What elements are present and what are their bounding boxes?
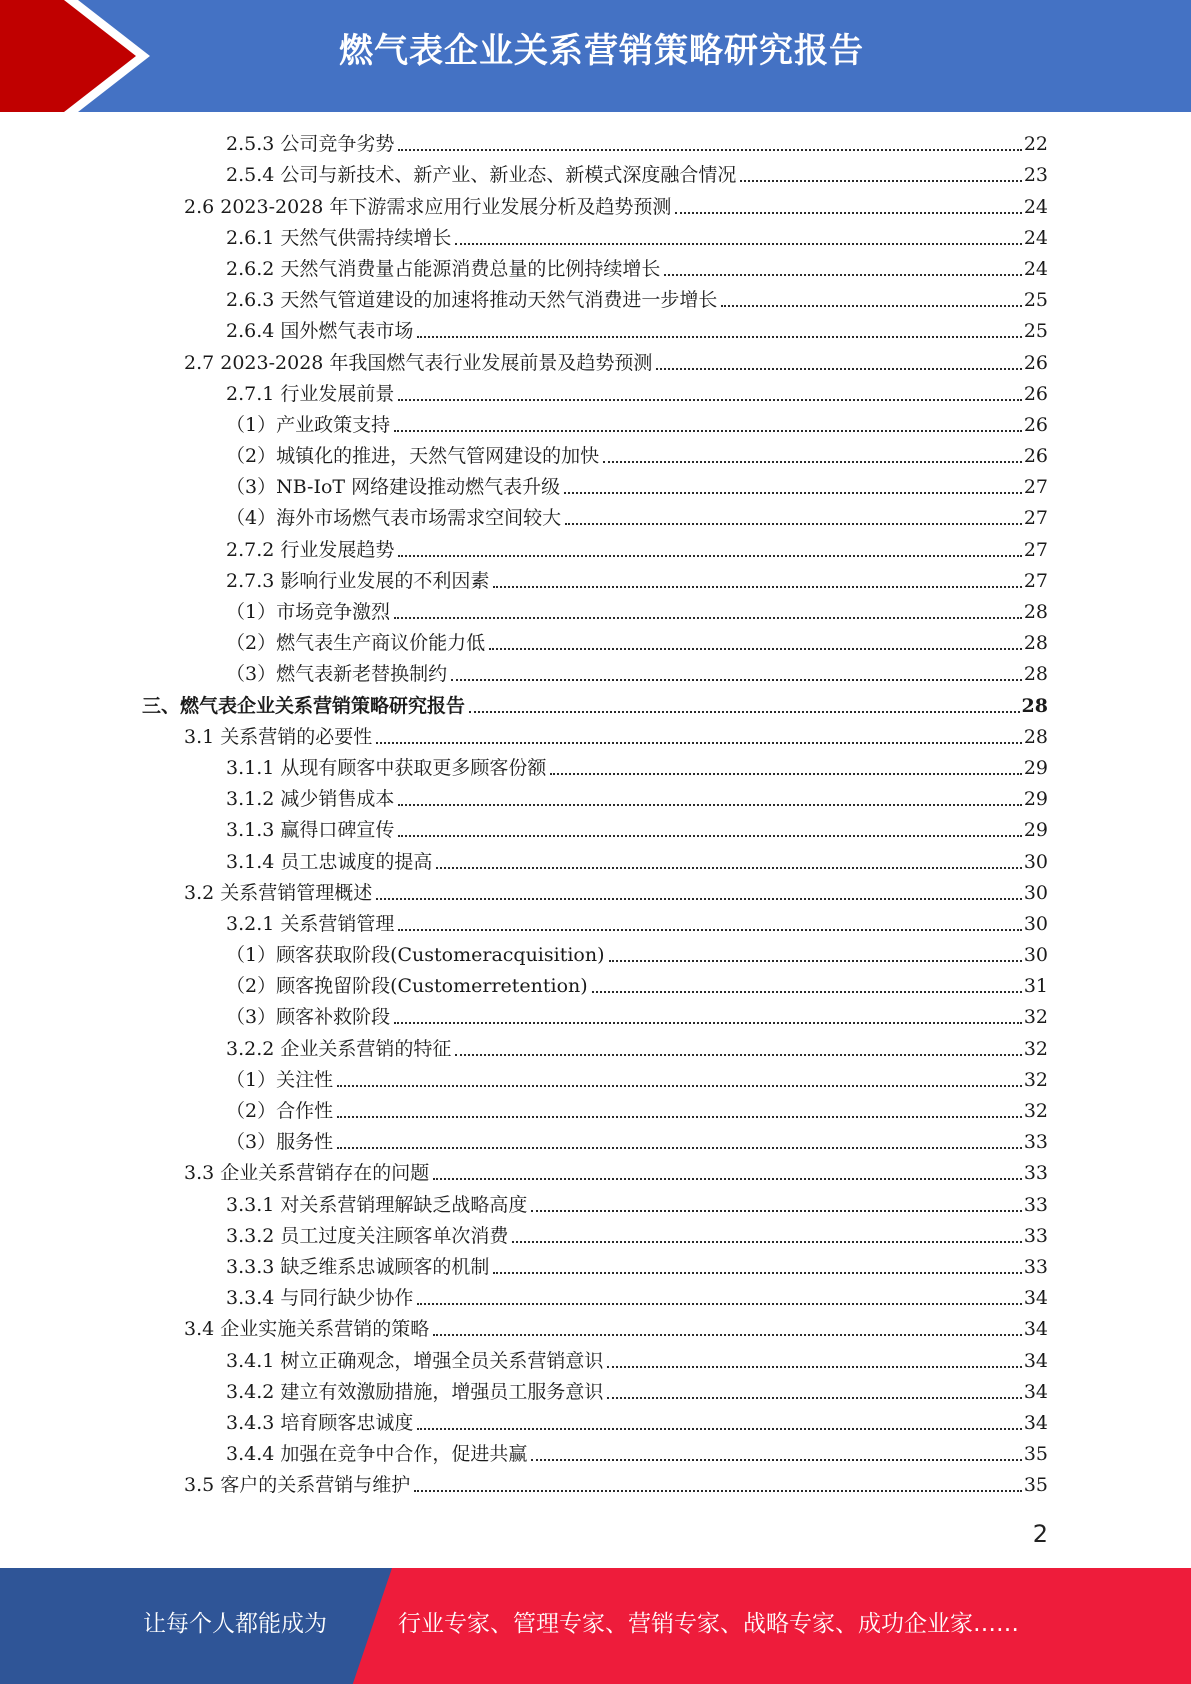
toc-entry-title: 3.5 客户的关系营销与维护 [184,1474,411,1497]
toc-entry-page: 27 [1023,507,1048,530]
toc-entry-page: 30 [1023,944,1048,967]
toc-entry-page: 27 [1023,538,1048,561]
toc-entry-page: 34 [1023,1411,1048,1434]
toc-entry[interactable] [142,221,1048,252]
toc-dot-leader [565,523,1022,525]
toc-dot-leader [433,1178,1022,1180]
toc-entry-title: 3.4.1 树立正确观念，增强全员关系营销意识 [226,1349,604,1372]
toc-dot-leader [398,555,1021,557]
toc-dot-leader [414,1490,1022,1492]
page-header [0,0,1191,112]
toc-entry-page: 24 [1023,195,1048,218]
toc-entry-title: 2.6.2 天然气消费量占能源消费总量的比例持续增长 [226,257,661,280]
toc-entry-title: 三、燃气表企业关系营销策略研究报告 [142,694,466,717]
toc-entry-page: 24 [1023,257,1048,280]
toc-entry-title: 3.1.1 从现有顾客中获取更多顾客份额 [226,756,547,779]
toc-dot-leader [493,1272,1021,1274]
toc-entry-page: 28 [1023,663,1048,686]
toc-dot-leader [531,1459,1021,1461]
toc-entry-title: （1）市场竞争激烈 [226,601,391,623]
toc-dot-leader [489,648,1022,650]
toc-entry-title: （2）燃气表生产商议价能力低 [226,632,486,655]
toc-dot-leader [740,180,1021,182]
toc-dot-leader [451,679,1022,681]
toc-entry-title: 2.6.3 天然气管道建设的加速将推动天然气消费进一步增长 [226,289,718,312]
toc-entry-title: 3.4.3 培育顾客忠诚度 [226,1411,414,1434]
toc-entry-title: 2.6 2023-2028 年下游需求应用行业发展分析及趋势预测 [184,195,672,218]
toc-entry[interactable] [142,1250,1048,1281]
toc-entry[interactable] [142,1031,1048,1062]
toc-dot-leader [592,991,1022,993]
toc-entry[interactable] [142,1406,1048,1437]
toc-entry[interactable] [142,1375,1048,1406]
toc-entry[interactable] [142,470,1048,501]
toc-entry[interactable] [142,564,1048,595]
toc-dot-leader [603,461,1022,463]
toc-entry-title: 3.4.2 建立有效激励措施，增强员工服务意识 [226,1380,604,1403]
toc-dot-leader [493,586,1021,588]
toc-entry-title: （2）顾客挽留阶段(Customerretention) [226,975,588,998]
toc-entry-title: 3.1.3 赢得口碑宣传 [226,819,395,842]
toc-entry-page: 26 [1023,445,1048,468]
toc-entry[interactable] [142,782,1048,813]
toc-entry-page: 24 [1023,226,1048,249]
toc-entry[interactable] [142,720,1048,751]
toc-entry-title: 3.3.2 员工过度关注顾客单次消费 [226,1224,509,1247]
toc-entry-title: （1）顾客获取阶段(Customeracquisition) [226,944,605,967]
toc-dot-leader [337,1085,1022,1087]
toc-entry[interactable] [142,1281,1048,1312]
toc-entry-title: 2.5.3 公司竞争劣势 [226,133,395,156]
toc-dot-leader [337,1147,1022,1149]
toc-dot-leader [609,960,1022,962]
toc-entry-page: 25 [1023,320,1048,343]
toc-entry-title: 3.3.4 与同行缺少协作 [226,1287,414,1310]
toc-entry-title: （1）产业政策支持 [226,413,391,436]
toc-dot-leader [398,835,1021,837]
toc-entry[interactable] [142,626,1048,657]
toc-entry[interactable] [142,532,1048,563]
toc-entry-title: 2.7 2023-2028 年我国燃气表行业发展前景及趋势预测 [184,351,653,374]
toc-entry-title: （3）燃气表新老替换制约 [226,663,448,686]
toc-dot-leader [398,399,1021,401]
toc-entry-page: 25 [1023,289,1048,312]
toc-entry-title: 3.3.1 对关系营销理解缺乏战略高度 [226,1193,528,1216]
toc-entry-title: （2）城镇化的推进，天然气管网建设的加快 [226,445,600,468]
toc-entry[interactable] [142,158,1048,189]
toc-dot-leader [564,492,1022,494]
toc-entry-page: 33 [1023,1193,1048,1216]
toc-entry-title: 3.1.2 减少销售成本 [226,788,395,811]
toc-entry-title: 3.1 关系营销的必要性 [184,725,373,748]
toc-entry-page: 35 [1023,1474,1048,1497]
toc-entry-page: 29 [1023,756,1048,779]
toc-entry[interactable] [142,127,1048,158]
toc-dot-leader [455,243,1021,245]
toc-entry[interactable] [142,1094,1048,1125]
toc-entry-page: 30 [1023,912,1048,935]
toc-entry-page: 33 [1023,1224,1048,1247]
toc-entry-page: 30 [1023,850,1048,873]
toc-dot-leader [376,898,1022,900]
toc-dot-leader [531,1210,1021,1212]
toc-entry-page: 32 [1023,1037,1048,1060]
toc-entry-page: 32 [1023,1068,1048,1091]
report-title: 燃气表企业关系营销策略研究报告 [339,31,864,71]
toc-entry-title: 2.6.4 国外燃气表市场 [226,320,414,343]
toc-entry[interactable] [142,844,1048,875]
toc-dot-leader [394,1022,1022,1024]
toc-dot-leader [398,149,1021,151]
toc-dot-leader [512,1241,1021,1243]
toc-dot-leader [394,617,1022,619]
toc-dot-leader [376,742,1022,744]
toc-entry-page: 28 [1023,725,1048,748]
toc-dot-leader [394,430,1022,432]
toc-entry-title: 2.7.3 影响行业发展的不利因素 [226,569,490,592]
footer-slogan-left: 让每个人都能成为 [143,1611,327,1637]
toc-dot-leader [607,1397,1021,1399]
toc-entry-page: 27 [1023,476,1048,499]
toc-entry-page: 28 [1023,601,1048,623]
toc-entry[interactable] [142,1000,1048,1031]
toc-entry[interactable] [142,969,1048,1000]
toc-entry-title: （3）顾客补救阶段 [226,1006,391,1029]
toc-entry[interactable] [142,501,1048,532]
toc-entry-title: 2.7.1 行业发展前景 [226,382,395,405]
toc-dot-leader [455,1054,1021,1056]
toc-entry-page: 26 [1023,351,1048,374]
toc-entry-page: 26 [1023,413,1048,436]
toc-entry[interactable] [142,252,1048,283]
toc-dot-leader [417,336,1021,338]
toc-entry[interactable] [142,189,1048,220]
toc-entry-page: 34 [1023,1287,1048,1310]
footer-slogan-right: 行业专家、管理专家、营销专家、战略专家、成功企业家…… [398,1611,1019,1637]
toc-entry-page: 28 [1023,632,1048,655]
toc-entry-title: 3.1.4 员工忠诚度的提高 [226,850,433,873]
toc-entry[interactable] [142,1312,1048,1343]
toc-dot-leader [417,1303,1021,1305]
toc-dot-leader [656,368,1021,370]
toc-entry[interactable] [142,1437,1048,1468]
toc-dot-leader [469,711,1020,713]
toc-dot-leader [664,274,1021,276]
toc-entry[interactable] [142,1187,1048,1218]
toc-entry[interactable] [142,345,1048,376]
toc-entry-title: （3）服务性 [226,1131,334,1154]
toc-entry-page: 22 [1023,133,1048,156]
page-footer [0,1568,1191,1684]
toc-entry[interactable] [142,595,1048,626]
page-number: 2 [1032,1520,1048,1548]
toc-dot-leader [433,1334,1022,1336]
toc-entry-page: 26 [1023,382,1048,405]
toc-entry-title: （4）海外市场燃气表市场需求空间较大 [226,507,562,530]
toc-entry[interactable] [142,1468,1048,1499]
toc-entry-title: （2）合作性 [226,1100,334,1122]
toc-entry-title: 2.5.4 公司与新技术、新产业、新业态、新模式深度融合情况 [226,164,737,187]
toc-entry[interactable] [142,1063,1048,1094]
toc-dot-leader [550,773,1021,775]
table-of-contents [142,127,1048,1499]
toc-entry-page: 29 [1023,819,1048,842]
toc-entry-page: 27 [1023,569,1048,592]
toc-entry[interactable] [142,876,1048,907]
toc-entry-page: 34 [1023,1318,1048,1341]
toc-entry[interactable] [142,688,1048,719]
toc-entry-title: 3.4.4 加强在竞争中合作，促进共赢 [226,1443,528,1466]
toc-entry-title: 3.2 关系营销管理概述 [184,881,373,904]
toc-dot-leader [337,1116,1022,1118]
toc-entry-page: 35 [1023,1443,1048,1466]
toc-entry-title: （3）NB-IoT 网络建设推动燃气表升级 [226,476,561,499]
toc-entry[interactable] [142,439,1048,470]
toc-dot-leader [721,305,1021,307]
toc-dot-leader [398,929,1021,931]
toc-entry[interactable] [142,377,1048,408]
toc-entry[interactable] [142,1156,1048,1187]
toc-entry[interactable] [142,938,1048,969]
toc-entry-page: 28 [1021,694,1048,717]
toc-entry-title: 2.6.1 天然气供需持续增长 [226,226,452,249]
toc-entry[interactable] [142,907,1048,938]
toc-entry-title: 3.4 企业实施关系营销的策略 [184,1318,430,1341]
toc-entry[interactable] [142,751,1048,782]
toc-entry[interactable] [142,1343,1048,1374]
toc-entry-title: 3.2.1 关系营销管理 [226,912,395,935]
toc-entry-page: 34 [1023,1380,1048,1403]
toc-entry[interactable] [142,314,1048,345]
toc-entry-title: （1）关注性 [226,1068,334,1091]
toc-entry[interactable] [142,657,1048,688]
toc-entry-title: 3.2.2 企业关系营销的特征 [226,1037,452,1060]
toc-entry-page: 31 [1023,975,1048,998]
toc-entry-page: 30 [1023,881,1048,904]
toc-entry-page: 33 [1023,1255,1048,1278]
toc-entry-page: 29 [1023,788,1048,811]
toc-entry[interactable] [142,813,1048,844]
toc-dot-leader [417,1428,1021,1430]
toc-dot-leader [675,212,1021,214]
toc-entry[interactable] [142,283,1048,314]
toc-entry-page: 32 [1023,1006,1048,1029]
toc-entry-title: 2.7.2 行业发展趋势 [226,538,395,561]
toc-entry[interactable] [142,1125,1048,1156]
toc-dot-leader [436,867,1021,869]
toc-entry-page: 33 [1023,1162,1048,1185]
toc-entry-page: 23 [1023,164,1048,187]
toc-entry-page: 34 [1023,1349,1048,1372]
toc-entry[interactable] [142,1219,1048,1250]
toc-entry-page: 33 [1023,1131,1048,1154]
toc-dot-leader [607,1366,1021,1368]
toc-entry-title: 3.3 企业关系营销存在的问题 [184,1162,430,1185]
toc-entry[interactable] [142,408,1048,439]
toc-dot-leader [398,804,1021,806]
toc-entry-page: 32 [1023,1100,1048,1122]
toc-entry-title: 3.3.3 缺乏维系忠诚顾客的机制 [226,1255,490,1278]
